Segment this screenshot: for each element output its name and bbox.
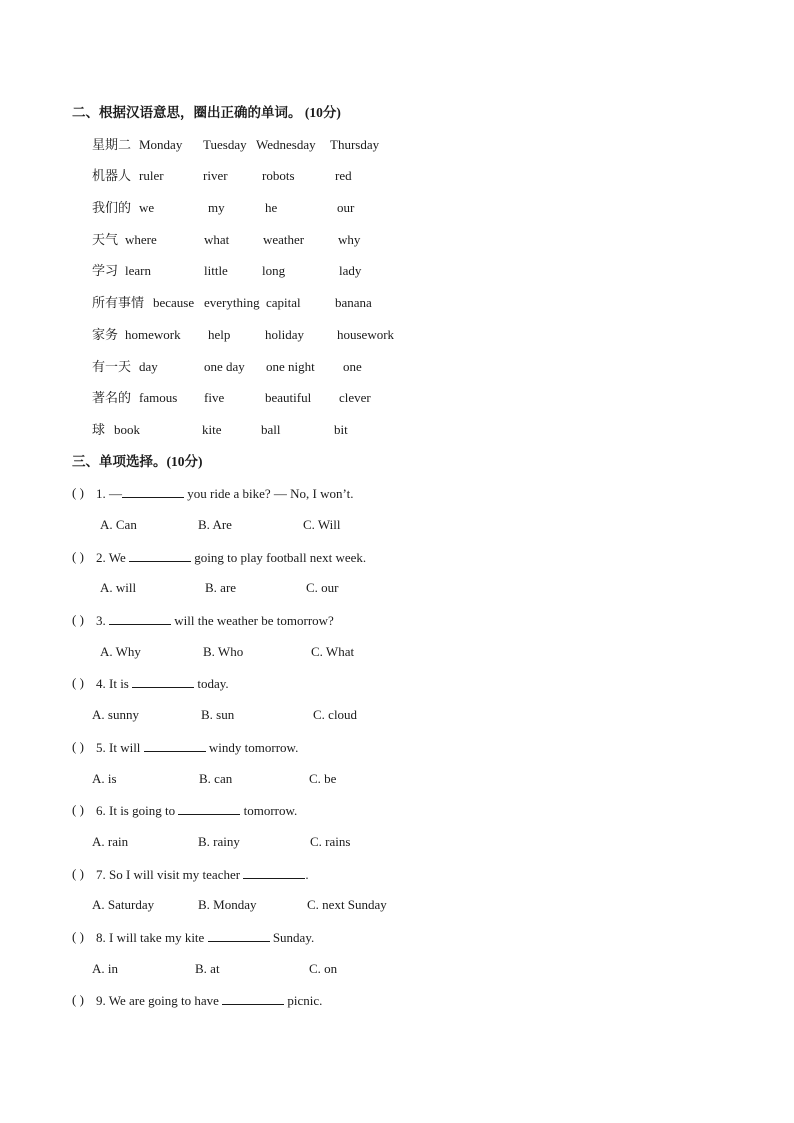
- chinese-meaning: 天气: [92, 232, 119, 247]
- answer-parentheses[interactable]: ( ): [72, 675, 84, 690]
- word-option[interactable]: what: [204, 232, 230, 247]
- choice-option-c[interactable]: C. cloud: [313, 707, 358, 722]
- word-option[interactable]: one: [343, 359, 362, 374]
- word-option[interactable]: red: [335, 168, 352, 183]
- word-option[interactable]: everything: [204, 295, 260, 310]
- word-option[interactable]: little: [204, 263, 228, 278]
- chinese-meaning: 学习: [92, 263, 119, 278]
- word-option[interactable]: one day: [204, 359, 245, 374]
- word-option[interactable]: book: [114, 422, 140, 437]
- question-suffix: you ride a bike? — No, I won’t.: [184, 486, 354, 501]
- choice-option-c[interactable]: C. on: [309, 961, 338, 976]
- fill-blank[interactable]: [122, 485, 184, 498]
- word-option[interactable]: help: [208, 327, 231, 342]
- question-suffix: will the weather be tomorrow?: [171, 613, 334, 628]
- word-option[interactable]: kite: [202, 422, 222, 437]
- fill-blank[interactable]: [208, 929, 270, 942]
- chinese-meaning: 家务: [92, 327, 119, 342]
- choice-option-a[interactable]: A. in: [92, 961, 118, 976]
- word-option[interactable]: housework: [337, 327, 395, 342]
- word-option[interactable]: famous: [139, 390, 178, 405]
- question-text: [96, 929, 314, 946]
- word-option[interactable]: my: [208, 200, 225, 215]
- word-option[interactable]: weather: [263, 232, 305, 247]
- word-option[interactable]: we: [139, 200, 155, 215]
- answer-parentheses[interactable]: ( ): [72, 739, 84, 754]
- choice-option-c[interactable]: C. our: [306, 580, 339, 595]
- question-prefix: 3.: [96, 613, 109, 628]
- choice-option-a[interactable]: A. rain: [92, 834, 129, 849]
- word-option[interactable]: where: [125, 232, 157, 247]
- word-option[interactable]: robots: [262, 168, 295, 183]
- answer-parentheses[interactable]: ( ): [72, 866, 84, 881]
- word-option[interactable]: banana: [335, 295, 372, 310]
- choice-option-b[interactable]: B. rainy: [198, 834, 240, 849]
- fill-blank[interactable]: [129, 549, 191, 562]
- choice-option-c[interactable]: C. next Sunday: [307, 897, 387, 912]
- question-text: [96, 739, 298, 756]
- answer-parentheses[interactable]: ( ): [72, 485, 84, 500]
- word-option[interactable]: beautiful: [265, 390, 312, 405]
- fill-blank[interactable]: [243, 866, 305, 879]
- word-option[interactable]: bit: [334, 422, 348, 437]
- fill-blank[interactable]: [178, 802, 240, 815]
- question-text: [96, 612, 334, 629]
- choice-option-b[interactable]: B. can: [199, 771, 233, 786]
- word-option[interactable]: our: [337, 200, 355, 215]
- word-option[interactable]: river: [203, 168, 228, 183]
- word-option[interactable]: homework: [125, 327, 181, 342]
- choice-option-a[interactable]: A. Can: [100, 517, 137, 532]
- question-suffix: going to play football next week.: [191, 550, 367, 565]
- choice-option-b[interactable]: B. at: [195, 961, 220, 976]
- word-option[interactable]: clever: [339, 390, 371, 405]
- answer-parentheses[interactable]: ( ): [72, 612, 84, 627]
- question-text: [96, 549, 366, 566]
- question-prefix: 2. We: [96, 550, 130, 565]
- question-suffix: .: [305, 867, 309, 882]
- word-option[interactable]: day: [139, 359, 158, 374]
- question-text: [96, 992, 322, 1009]
- word-option[interactable]: Wednesday: [256, 137, 316, 152]
- question-text: [96, 485, 353, 502]
- question-text: [96, 866, 309, 883]
- question-text: [96, 802, 297, 819]
- fill-blank[interactable]: [222, 992, 284, 1005]
- answer-parentheses[interactable]: ( ): [72, 992, 84, 1007]
- choice-option-b[interactable]: B. sun: [201, 707, 235, 722]
- question-text: [96, 675, 229, 692]
- choice-option-c[interactable]: C. be: [309, 771, 337, 786]
- word-option[interactable]: lady: [339, 263, 362, 278]
- chinese-meaning: 机器人: [92, 168, 132, 183]
- question-suffix: tomorrow.: [240, 803, 298, 818]
- word-option[interactable]: five: [204, 390, 225, 405]
- chinese-meaning: 球: [92, 422, 106, 437]
- word-option[interactable]: holiday: [265, 327, 304, 342]
- choice-option-a[interactable]: A. will: [100, 580, 137, 595]
- choice-option-a[interactable]: A. Saturday: [92, 897, 155, 912]
- question-suffix: today.: [194, 676, 229, 691]
- word-option[interactable]: long: [262, 263, 286, 278]
- word-option[interactable]: Tuesday: [203, 137, 247, 152]
- choice-option-a[interactable]: A. is: [92, 771, 117, 786]
- word-option[interactable]: capital: [266, 295, 301, 310]
- fill-blank[interactable]: [109, 612, 171, 625]
- chinese-meaning: 我们的: [92, 200, 132, 215]
- word-option[interactable]: ruler: [139, 168, 164, 183]
- word-option[interactable]: one night: [266, 359, 315, 374]
- question-prefix: 8. I will take my kite: [96, 930, 208, 945]
- section-2-heading: 二、根据汉语意思，圈出正确的单词。 (10分): [72, 105, 341, 120]
- section-3-heading: 三、单项选择。(10分): [72, 454, 203, 469]
- choice-option-c[interactable]: C. What: [311, 644, 355, 659]
- choice-option-b[interactable]: B. Who: [203, 644, 244, 659]
- question-prefix: 9. We are going to have: [96, 993, 223, 1008]
- word-option[interactable]: ball: [261, 422, 281, 437]
- word-option[interactable]: learn: [125, 263, 151, 278]
- word-option[interactable]: Monday: [139, 137, 183, 152]
- choice-option-b[interactable]: B. are: [205, 580, 237, 595]
- choice-option-a[interactable]: A. Why: [100, 644, 141, 659]
- word-option[interactable]: Thursday: [330, 137, 380, 152]
- word-option[interactable]: he: [265, 200, 278, 215]
- choice-option-b[interactable]: B. Are: [198, 517, 232, 532]
- choice-option-b[interactable]: B. Monday: [198, 897, 257, 912]
- chinese-meaning: 有一天: [92, 359, 132, 374]
- word-option[interactable]: because: [153, 295, 195, 310]
- question-prefix: 5. It will: [96, 740, 144, 755]
- answer-parentheses[interactable]: ( ): [72, 929, 84, 944]
- choice-option-c[interactable]: C. Will: [303, 517, 341, 532]
- question-prefix: 4. It is: [96, 676, 133, 691]
- chinese-meaning: 星期二: [92, 137, 132, 152]
- question-suffix: picnic.: [284, 993, 323, 1008]
- chinese-meaning: 所有事情: [92, 295, 145, 310]
- chinese-meaning: 著名的: [92, 390, 132, 405]
- word-option[interactable]: why: [338, 232, 361, 247]
- answer-parentheses[interactable]: ( ): [72, 549, 84, 564]
- question-prefix: 1. —: [96, 486, 122, 501]
- question-suffix: windy tomorrow.: [205, 740, 299, 755]
- fill-blank[interactable]: [132, 675, 194, 688]
- answer-parentheses[interactable]: ( ): [72, 802, 84, 817]
- fill-blank[interactable]: [144, 739, 206, 752]
- question-suffix: Sunday.: [269, 930, 315, 945]
- question-prefix: 7. So I will visit my teacher: [96, 867, 244, 882]
- question-prefix: 6. It is going to: [96, 803, 179, 818]
- choice-option-a[interactable]: A. sunny: [92, 707, 139, 722]
- choice-option-c[interactable]: C. rains: [310, 834, 351, 849]
